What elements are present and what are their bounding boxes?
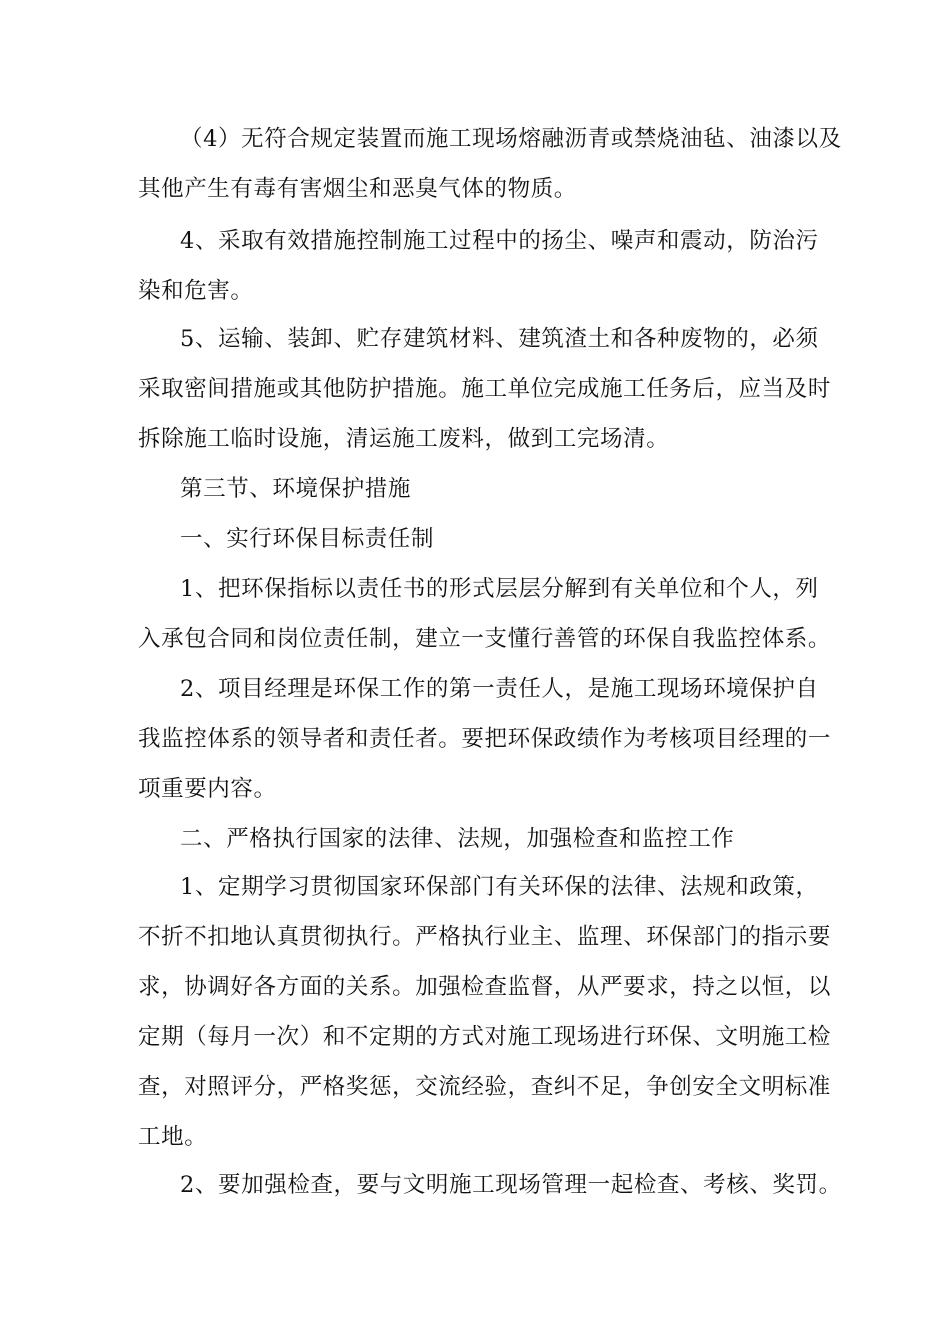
text-line: （4）无符合规定装置而施工现场熔融沥青或禁烧油毡、油漆以及: [180, 126, 842, 152]
text-line: 2、项目经理是环保工作的第一责任人，是施工现场环境保护自: [180, 676, 819, 702]
subsection-heading: 二、严格执行国家的法律、法规，加强检查和监控工作: [180, 826, 735, 852]
text-line: 项重要内容。: [138, 776, 277, 802]
text-line: 入承包合同和岗位责任制，建立一支懂行善管的环保自我监控体系。: [138, 626, 832, 652]
text-line: 染和危害。: [138, 278, 254, 304]
text-line: 采取密间措施或其他防护措施。施工单位完成施工任务后，应当及时: [138, 376, 832, 402]
text-line: 定期（每月一次）和不定期的方式对施工现场进行环保、文明施工检: [138, 1024, 832, 1050]
text-line: 求，协调好各方面的关系。加强检查监督，从严要求，持之以恒，以: [138, 974, 832, 1000]
section-heading: 第三节、环境保护措施: [180, 476, 412, 502]
text-line: 4、采取有效措施控制施工过程中的扬尘、噪声和震动，防治污: [180, 228, 819, 254]
text-line: 查，对照评分，严格奖惩，交流经验，查纠不足，争创安全文明标准: [138, 1074, 832, 1100]
text-line: 拆除施工临时设施，清运施工废料，做到工完场清。: [138, 426, 670, 452]
text-line: 其他产生有毒有害烟尘和恶臭气体的物质。: [138, 176, 577, 202]
subsection-heading: 一、实行环保目标责任制: [180, 526, 435, 552]
text-line: 1、把环保指标以责任书的形式层层分解到有关单位和个人，列: [180, 576, 819, 602]
text-line: 1、定期学习贯彻国家环保部门有关环保的法律、法规和政策，: [180, 874, 819, 900]
text-line: 工地。: [138, 1124, 208, 1150]
text-line: 2、要加强检查，要与文明施工现场管理一起检查、考核、奖罚。: [180, 1172, 842, 1198]
text-line: 我监控体系的领导者和责任者。要把环保政绩作为考核项目经理的一: [138, 726, 832, 752]
text-line: 5、运输、装卸、贮存建筑材料、建筑渣土和各种废物的，必须: [180, 326, 819, 352]
text-line: 不折不扣地认真贯彻执行。严格执行业主、监理、环保部门的指示要: [138, 924, 832, 950]
